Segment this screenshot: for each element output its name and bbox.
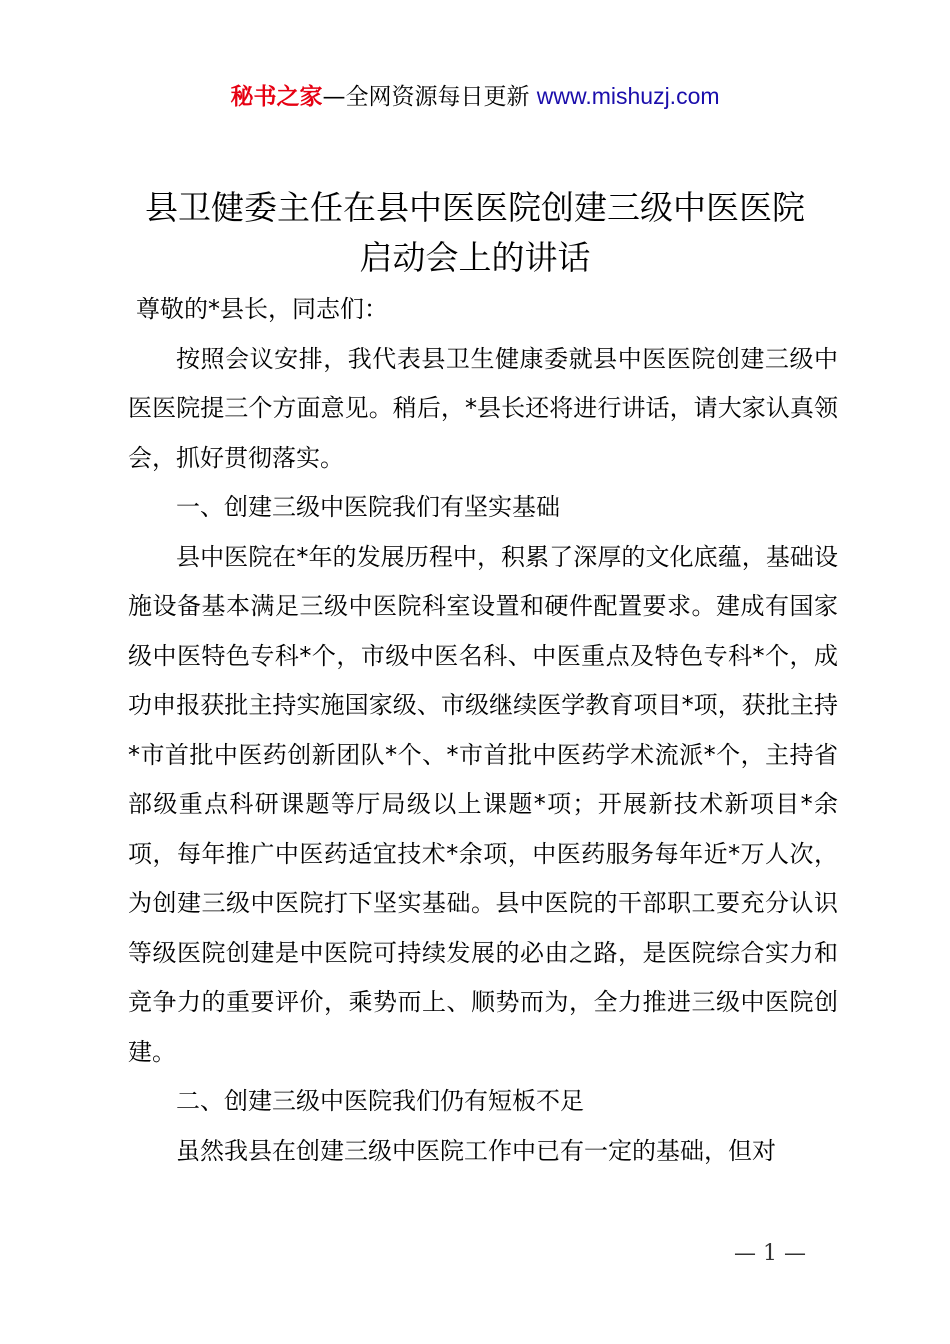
page-number: — 1 — — [734, 1241, 806, 1266]
document-title-line-2: 启动会上的讲话 — [359, 238, 591, 277]
site-slogan: —全网资源每日更新 — [322, 84, 530, 110]
site-header — [0, 80, 950, 113]
section-heading-2: 二、创建三级中医院我们仍有短板不足 — [176, 1087, 584, 1115]
site-url-link[interactable]: www.mishuzj.com — [536, 83, 720, 109]
paragraph-intro: 按照会议安排，我代表县卫生健康委就县中医医院创建三级中医医院提三个方面意见。稍后，*县长还将进行讲话，请大家认真领会，抓好贯彻落实。 — [128, 344, 838, 472]
salutation: 尊敬的*县长，同志们： — [136, 295, 388, 323]
section-heading-1: 一、创建三级中医院我们有坚实基础 — [176, 493, 560, 521]
document-title-line-1: 县卫健委主任在县中医医院创建三级中医医院 — [145, 188, 805, 227]
paragraph-shortcomings: 虽然我县在创建三级中医院工作中已有一定的基础，但对 — [176, 1136, 776, 1165]
paragraph-foundation: 县中医院在*年的发展历程中，积累了深厚的文化底蕴，基础设施设备基本满足三级中医院科室设置和硬件配置要求。建成有国家级中医特色专科*个，市级中医名科、中医重点及特色专科*个，成功申报获批主持实施国家级、市级继续医学教育项目*项，获批主持*市首批中医药创新团队*个、*市首批中医药学术流派*个，主持省部级重点科研课题等厅局级以上课题*项；开展新技术新项目*余项，每年推广中医药适宜技术*余项，中医药服务每年近*万人次，为创建三级中医院打下坚实基础。县中医院的干部职工要充分认识等级医院创建是中医院可持续发展的必由之路，是医院综合实力和竞争力的重要评价，乘势而上、顺势而为，全力推进三级中医院创建。 — [128, 542, 838, 1066]
document-body — [128, 285, 838, 1176]
site-brand: 秘书之家 — [230, 84, 323, 110]
document-title — [100, 183, 850, 283]
